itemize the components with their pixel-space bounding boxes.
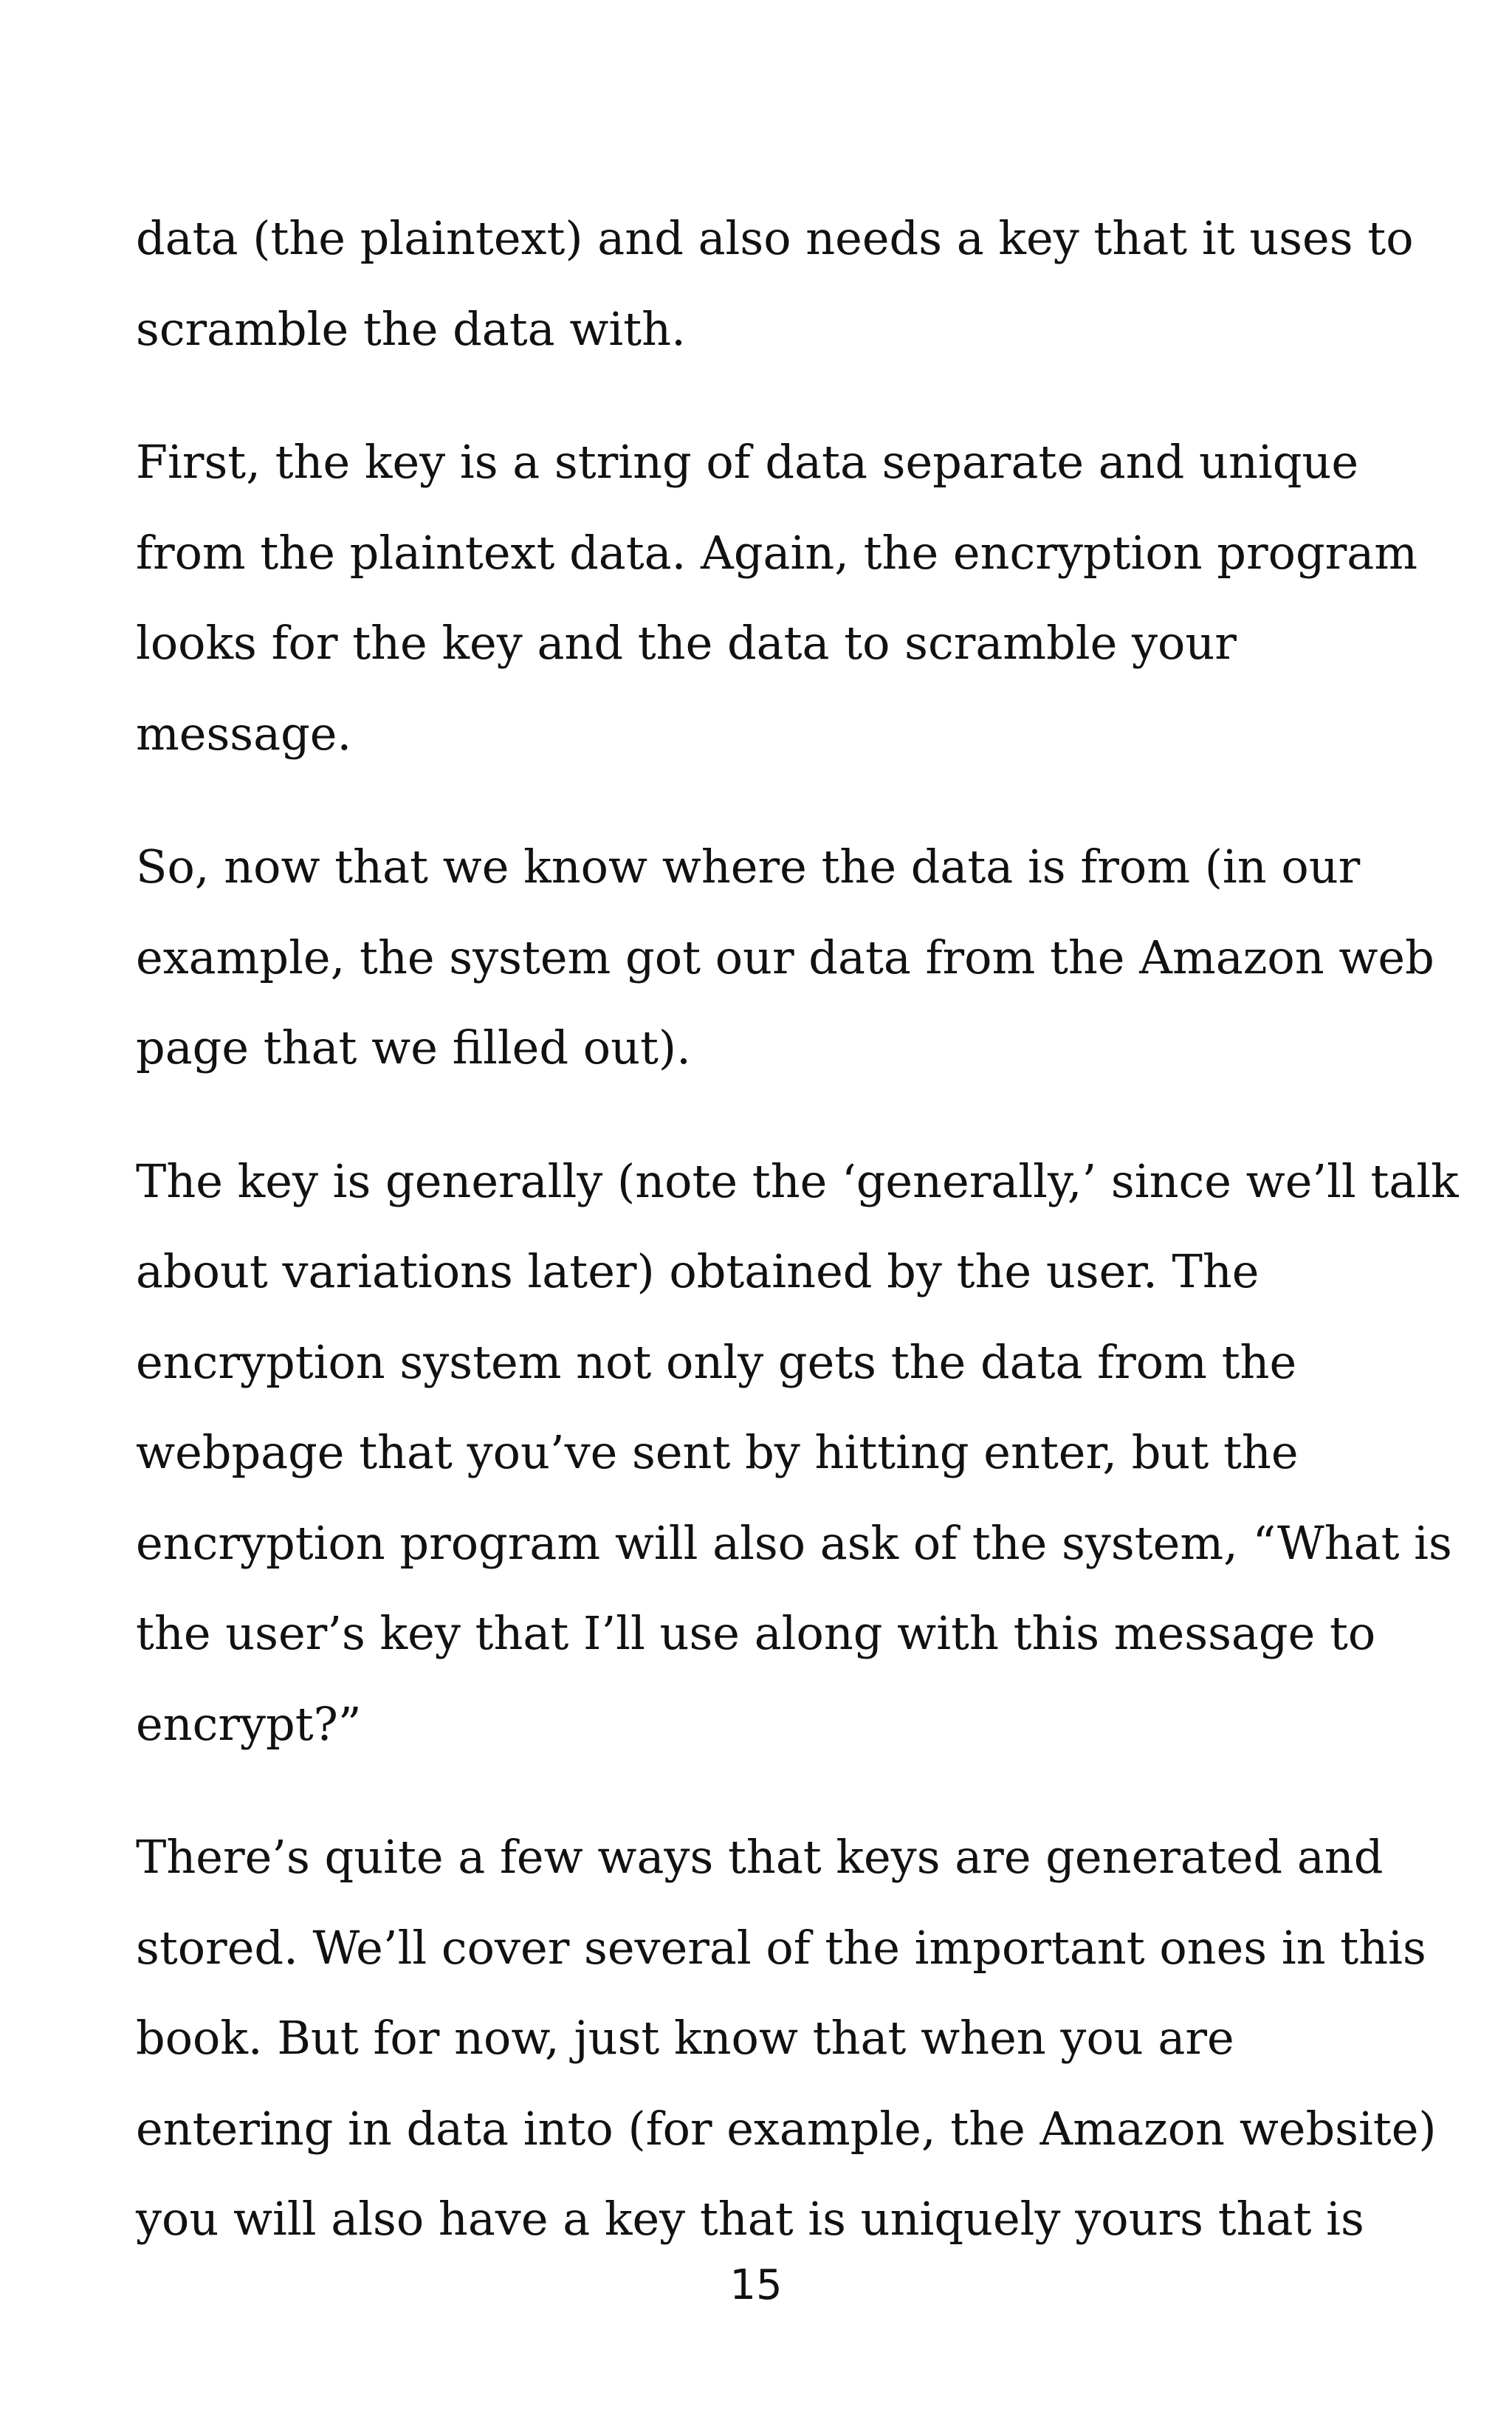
text-line: from the plaintext data. Again, the encryption program	[136, 525, 1418, 580]
paragraph-1	[136, 193, 1414, 374]
text-line: page that we filled out).	[136, 1021, 691, 1074]
text-line: looks for the key and the data to scramble your	[136, 616, 1237, 670]
text-line: message.	[136, 706, 352, 761]
text-line: you will also have a key that is uniquely yours that is	[136, 2192, 1364, 2246]
text-line: book. But for now, just know that when you are	[136, 2011, 1234, 2065]
text-line: about variations later) obtained by the user. The	[136, 1244, 1260, 1298]
text-line: First, the key is a string of data separate and unique	[136, 435, 1359, 489]
body-text	[136, 193, 1459, 2308]
text-line: webpage that you’ve sent by hitting enter, but the	[136, 1425, 1299, 1479]
text-line: encryption system not only gets the data from the	[136, 1334, 1297, 1389]
text-line: scramble the data with.	[136, 301, 686, 356]
page-number: 15	[729, 2261, 783, 2309]
text-line: There’s quite a few ways that keys are generated and	[136, 1830, 1384, 1884]
text-line: entering in data into (for example, the Amazon website)	[136, 2101, 1437, 2156]
text-line: stored. We’ll cover several of the important ones in this	[136, 1920, 1426, 1975]
text-line: example, the system got our data from the Amazon web	[136, 930, 1434, 984]
paragraph-5	[136, 1812, 1437, 2265]
text-line: The key is generally (note the ‘generally,’ since we’ll talk	[136, 1154, 1459, 1208]
text-line: the user’s key that I’ll use along with this message to	[136, 1606, 1376, 1660]
text-line: data (the plaintext) and also needs a key that it uses to	[136, 211, 1414, 265]
paragraph-4	[136, 1137, 1459, 1770]
text-line: So, now that we know where the data is from (in our	[136, 840, 1361, 894]
text-line: encrypt?”	[136, 1696, 362, 1751]
paragraph-3	[136, 822, 1434, 1094]
paragraph-2	[136, 417, 1418, 779]
text-line: encryption program will also ask of the system, “What is	[136, 1515, 1452, 1570]
